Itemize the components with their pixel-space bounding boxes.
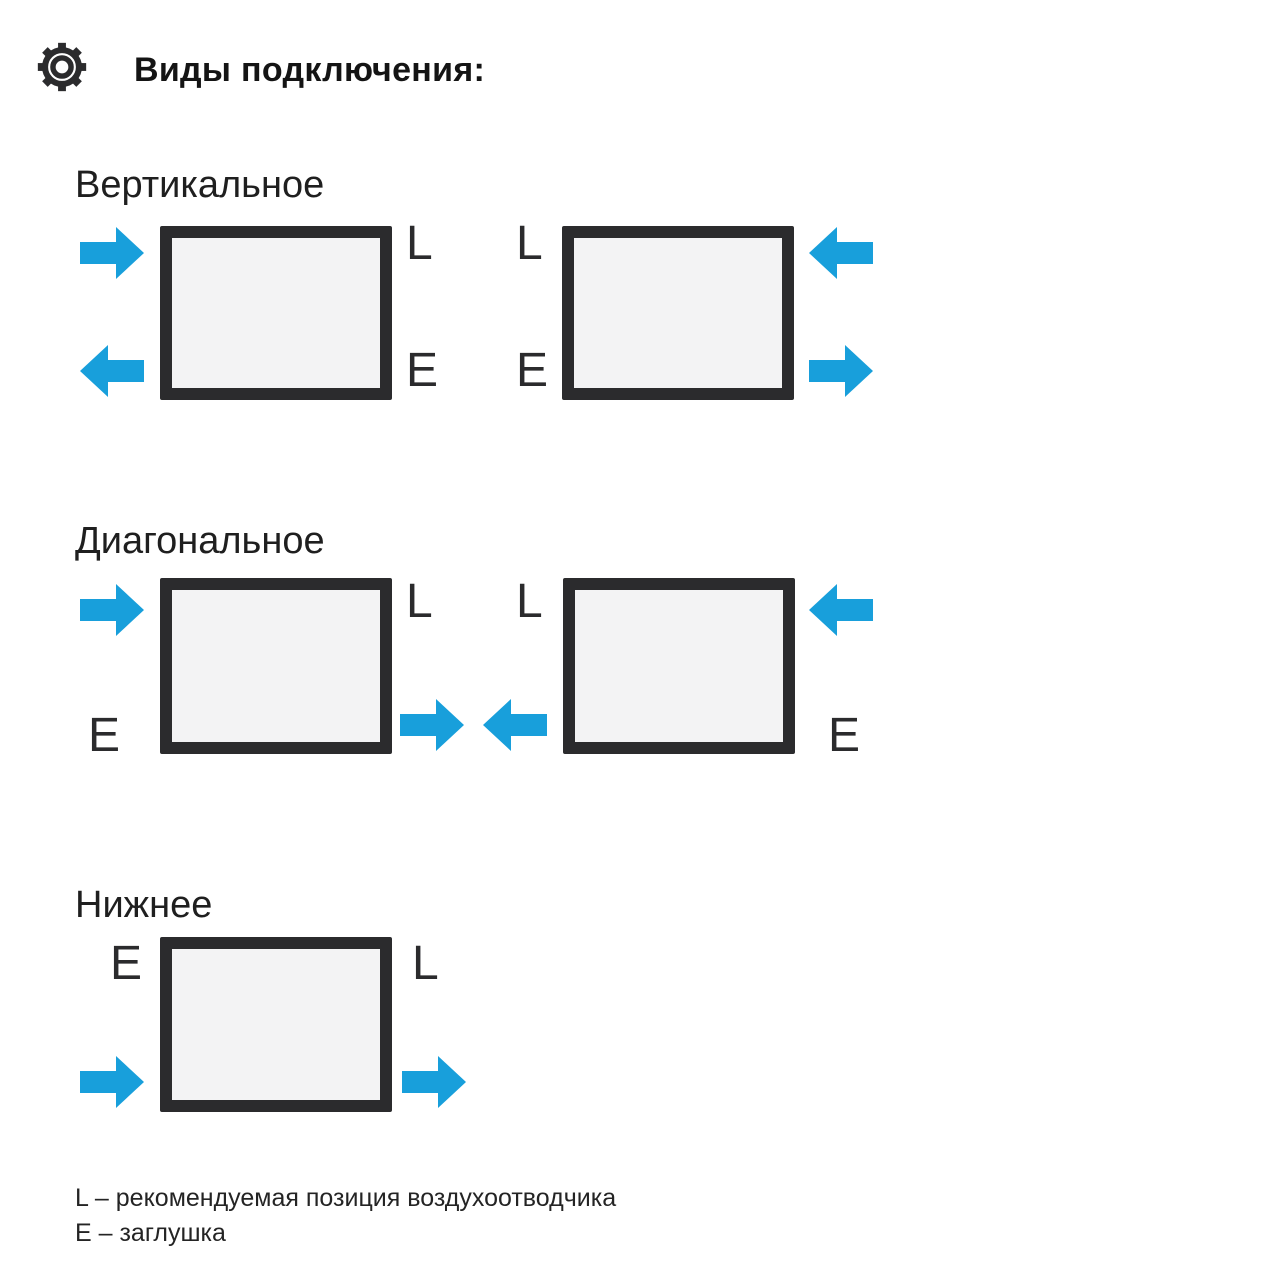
section-title: Вертикальное — [75, 164, 325, 206]
page-title: Виды подключения: — [134, 51, 486, 89]
arrow-right-icon — [400, 699, 464, 751]
port-label-e: E — [88, 709, 121, 762]
arrow-right-icon — [80, 1056, 144, 1108]
port-label-e: E — [406, 344, 439, 397]
gear-icon — [33, 38, 91, 96]
port-label-l: L — [406, 575, 433, 628]
legend-line-e: E – заглушка — [75, 1219, 226, 1247]
arrow-right-icon — [80, 227, 144, 279]
arrow-left-icon — [80, 345, 144, 397]
port-label-e: E — [516, 344, 549, 397]
radiator-box — [160, 937, 392, 1112]
legend-line-l: L – рекомендуемая позиция воздухоотводчика — [75, 1184, 617, 1212]
radiator-box — [160, 578, 392, 754]
arrow-left-icon — [809, 227, 873, 279]
radiator-box — [563, 578, 795, 754]
port-label-e: E — [828, 709, 861, 762]
arrow-left-icon — [809, 584, 873, 636]
arrow-right-icon — [809, 345, 873, 397]
port-label-l: L — [406, 217, 433, 270]
port-label-l: L — [516, 217, 543, 270]
port-label-l: L — [516, 575, 543, 628]
section-title: Диагональное — [75, 520, 325, 562]
arrow-right-icon — [80, 584, 144, 636]
port-label-e: E — [110, 937, 143, 990]
arrow-left-icon — [483, 699, 547, 751]
section-title: Нижнее — [75, 884, 213, 926]
radiator-box — [562, 226, 794, 400]
port-label-l: L — [412, 937, 439, 990]
arrow-right-icon — [402, 1056, 466, 1108]
radiator-box — [160, 226, 392, 400]
